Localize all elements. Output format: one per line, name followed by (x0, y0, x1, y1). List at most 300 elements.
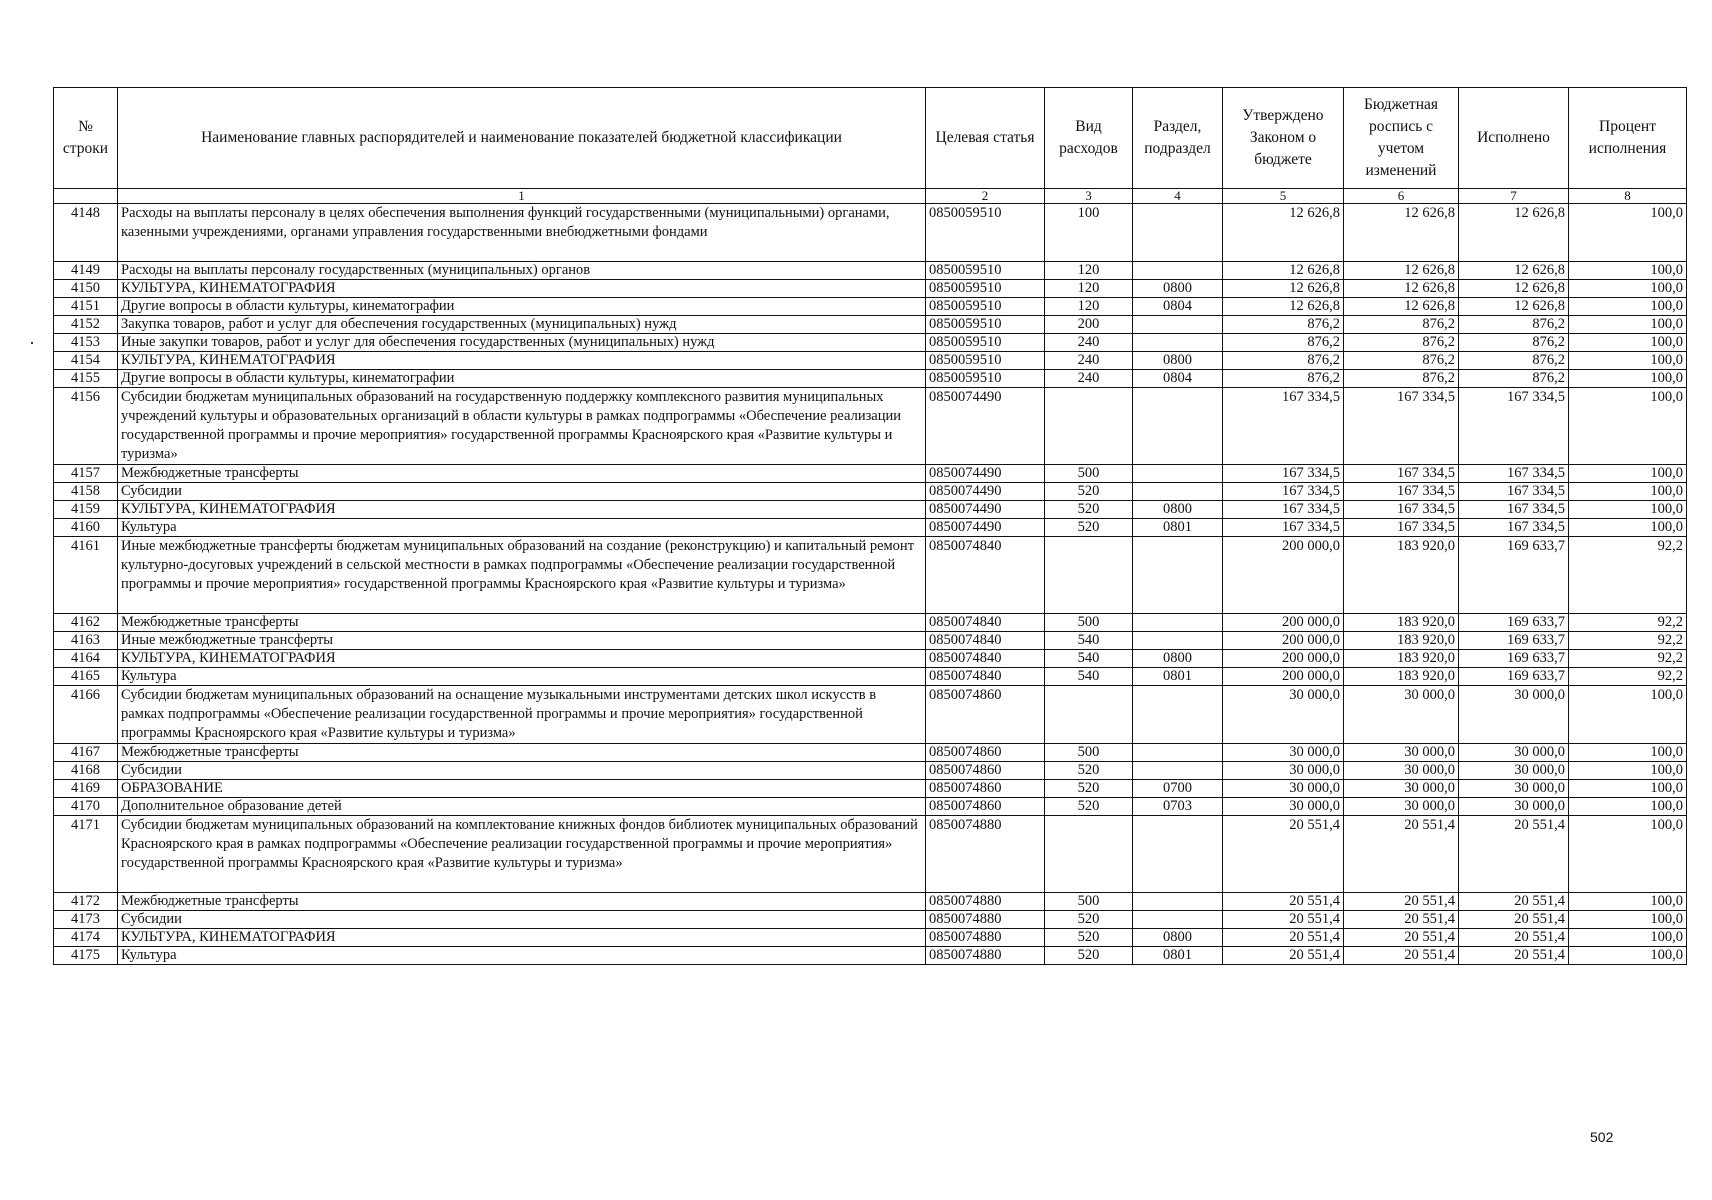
section-cell: 0801 (1133, 519, 1223, 537)
row-number-cell: 4158 (54, 483, 118, 501)
target-article-cell: 0850074880 (926, 911, 1045, 929)
target-article-cell: 0850074840 (926, 650, 1045, 668)
header-planned: Бюджетная роспись с учетом изменений (1344, 88, 1459, 189)
indicator-name-cell: Межбюджетные трансферты (118, 465, 926, 483)
indicator-name-cell: Субсидии (118, 483, 926, 501)
approved-amount-cell: 200 000,0 (1223, 668, 1344, 686)
indicator-name-cell: Иные межбюджетные трансферты (118, 632, 926, 650)
table-row (54, 204, 1687, 262)
indicator-name-cell: Дополнительное образование детей (118, 798, 926, 816)
executed-amount-cell: 169 633,7 (1459, 632, 1569, 650)
indicator-name-cell: Субсидии бюджетам муниципальных образований на комплектование книжных фондов библиотек муниципальных образований Красноярского края в рамках подпрограммы «Обеспечение реализации государственной программы и прочие мероприятия» государственной программы Красноярского края «Развитие культуры и туризма» (118, 816, 926, 893)
executed-amount-cell: 169 633,7 (1459, 537, 1569, 614)
executed-amount-cell: 20 551,4 (1459, 816, 1569, 893)
indicator-name-cell: Культура (118, 947, 926, 965)
approved-amount-cell: 30 000,0 (1223, 744, 1344, 762)
percent-cell: 100,0 (1569, 483, 1687, 501)
executed-amount-cell: 876,2 (1459, 334, 1569, 352)
percent-cell: 92,2 (1569, 632, 1687, 650)
planned-amount-cell: 183 920,0 (1344, 668, 1459, 686)
header-executed: Исполнено (1459, 88, 1569, 189)
target-article-cell: 0850059510 (926, 262, 1045, 280)
table-row (54, 280, 1687, 298)
header-approved: Утверждено Законом о бюджете (1223, 88, 1344, 189)
percent-cell: 100,0 (1569, 798, 1687, 816)
target-article-cell: 0850059510 (926, 334, 1045, 352)
planned-amount-cell: 20 551,4 (1344, 816, 1459, 893)
row-number-cell: 4173 (54, 911, 118, 929)
table-row (54, 501, 1687, 519)
row-number-cell: 4159 (54, 501, 118, 519)
expense-kind-cell: 520 (1045, 762, 1133, 780)
target-article-cell: 0850074880 (926, 947, 1045, 965)
table-row (54, 911, 1687, 929)
target-article-cell: 0850074840 (926, 614, 1045, 632)
indicator-name-cell: КУЛЬТУРА, КИНЕМАТОГРАФИЯ (118, 650, 926, 668)
planned-amount-cell: 167 334,5 (1344, 501, 1459, 519)
planned-amount-cell: 167 334,5 (1344, 483, 1459, 501)
section-cell (1133, 614, 1223, 632)
page-number: 502 (1590, 1129, 1614, 1145)
target-article-cell: 0850074880 (926, 929, 1045, 947)
section-cell: 0700 (1133, 780, 1223, 798)
expense-kind-cell: 120 (1045, 262, 1133, 280)
indicator-name-cell: Субсидии (118, 911, 926, 929)
executed-amount-cell: 167 334,5 (1459, 465, 1569, 483)
planned-amount-cell: 167 334,5 (1344, 388, 1459, 465)
percent-cell: 100,0 (1569, 204, 1687, 262)
percent-cell: 100,0 (1569, 501, 1687, 519)
column-number: 2 (926, 189, 1045, 204)
executed-amount-cell: 167 334,5 (1459, 519, 1569, 537)
table-row (54, 388, 1687, 465)
executed-amount-cell: 30 000,0 (1459, 686, 1569, 744)
approved-amount-cell: 876,2 (1223, 316, 1344, 334)
executed-amount-cell: 169 633,7 (1459, 614, 1569, 632)
planned-amount-cell: 876,2 (1344, 316, 1459, 334)
table-row (54, 780, 1687, 798)
approved-amount-cell: 167 334,5 (1223, 501, 1344, 519)
expense-kind-cell: 520 (1045, 519, 1133, 537)
approved-amount-cell: 20 551,4 (1223, 947, 1344, 965)
header-percent: Процент исполнения (1569, 88, 1687, 189)
indicator-name-cell: КУЛЬТУРА, КИНЕМАТОГРАФИЯ (118, 352, 926, 370)
percent-cell: 100,0 (1569, 947, 1687, 965)
planned-amount-cell: 20 551,4 (1344, 947, 1459, 965)
row-number-cell: 4152 (54, 316, 118, 334)
target-article-cell: 0850074880 (926, 893, 1045, 911)
row-number-cell: 4174 (54, 929, 118, 947)
expense-kind-cell: 500 (1045, 614, 1133, 632)
approved-amount-cell: 200 000,0 (1223, 632, 1344, 650)
table-body (54, 204, 1687, 965)
target-article-cell: 0850074840 (926, 668, 1045, 686)
indicator-name-cell: Иные межбюджетные трансферты бюджетам муниципальных образований на создание (реконструкцию) и капитальный ремонт культурно-досуговых учреждений в сельской местности в рамках подпрограммы «Обеспечение реализации государственной программы и прочие мероприятия» государственной программы Красноярского края «Развитие культуры и туризма» (118, 537, 926, 614)
section-cell (1133, 762, 1223, 780)
percent-cell: 100,0 (1569, 316, 1687, 334)
approved-amount-cell: 200 000,0 (1223, 614, 1344, 632)
percent-cell: 100,0 (1569, 298, 1687, 316)
section-cell: 0703 (1133, 798, 1223, 816)
indicator-name-cell: Расходы на выплаты персоналу государственных (муниципальных) органов (118, 262, 926, 280)
table-row (54, 816, 1687, 893)
planned-amount-cell: 12 626,8 (1344, 298, 1459, 316)
indicator-name-cell: Закупка товаров, работ и услуг для обеспечения государственных (муниципальных) нужд (118, 316, 926, 334)
planned-amount-cell: 876,2 (1344, 370, 1459, 388)
planned-amount-cell: 30 000,0 (1344, 798, 1459, 816)
indicator-name-cell: Межбюджетные трансферты (118, 893, 926, 911)
executed-amount-cell: 12 626,8 (1459, 298, 1569, 316)
expense-kind-cell: 240 (1045, 334, 1133, 352)
row-number-cell: 4161 (54, 537, 118, 614)
table-row (54, 537, 1687, 614)
percent-cell: 92,2 (1569, 537, 1687, 614)
approved-amount-cell: 12 626,8 (1223, 280, 1344, 298)
section-cell (1133, 262, 1223, 280)
percent-cell: 100,0 (1569, 780, 1687, 798)
section-cell: 0800 (1133, 352, 1223, 370)
column-number: 8 (1569, 189, 1687, 204)
percent-cell: 100,0 (1569, 744, 1687, 762)
expense-kind-cell: 520 (1045, 780, 1133, 798)
indicator-name-cell: Субсидии бюджетам муниципальных образований на государственную поддержку комплексного развития муниципальных учреждений культуры и образовательных организаций в области культуры в рамках подпрограммы «Обеспечение реализации государственной программы и прочие мероприятия» государственной программы Красноярского края «Развитие культуры и туризма» (118, 388, 926, 465)
row-number-cell: 4171 (54, 816, 118, 893)
scan-speck (31, 342, 33, 344)
planned-amount-cell: 30 000,0 (1344, 744, 1459, 762)
header-section: Раздел, подраздел (1133, 88, 1223, 189)
section-cell (1133, 911, 1223, 929)
row-number-cell: 4164 (54, 650, 118, 668)
target-article-cell: 0850059510 (926, 370, 1045, 388)
percent-cell: 100,0 (1569, 816, 1687, 893)
expense-kind-cell: 240 (1045, 370, 1133, 388)
row-number-cell: 4149 (54, 262, 118, 280)
executed-amount-cell: 30 000,0 (1459, 744, 1569, 762)
expense-kind-cell (1045, 537, 1133, 614)
section-cell (1133, 537, 1223, 614)
expense-kind-cell: 520 (1045, 911, 1133, 929)
row-number-cell: 4163 (54, 632, 118, 650)
planned-amount-cell: 20 551,4 (1344, 929, 1459, 947)
expense-kind-cell: 200 (1045, 316, 1133, 334)
approved-amount-cell: 20 551,4 (1223, 893, 1344, 911)
approved-amount-cell: 167 334,5 (1223, 465, 1344, 483)
expense-kind-cell (1045, 388, 1133, 465)
expense-kind-cell: 520 (1045, 483, 1133, 501)
executed-amount-cell: 876,2 (1459, 370, 1569, 388)
executed-amount-cell: 20 551,4 (1459, 893, 1569, 911)
approved-amount-cell: 876,2 (1223, 352, 1344, 370)
indicator-name-cell: Культура (118, 668, 926, 686)
indicator-name-cell: Другие вопросы в области культуры, кинематографии (118, 298, 926, 316)
target-article-cell: 0850074860 (926, 686, 1045, 744)
row-number-cell: 4150 (54, 280, 118, 298)
indicator-name-cell: Иные закупки товаров, работ и услуг для обеспечения государственных (муниципальных) нужд (118, 334, 926, 352)
row-number-cell: 4165 (54, 668, 118, 686)
executed-amount-cell: 12 626,8 (1459, 280, 1569, 298)
section-cell: 0800 (1133, 650, 1223, 668)
section-cell: 0801 (1133, 668, 1223, 686)
expense-kind-cell: 540 (1045, 650, 1133, 668)
section-cell: 0801 (1133, 947, 1223, 965)
header-target-article: Целевая статья (926, 88, 1045, 189)
header-name: Наименование главных распорядителей и наименование показателей бюджетной классификации (118, 88, 926, 189)
row-number-cell: 4162 (54, 614, 118, 632)
expense-kind-cell: 100 (1045, 204, 1133, 262)
planned-amount-cell: 167 334,5 (1344, 465, 1459, 483)
row-number-cell: 4153 (54, 334, 118, 352)
section-cell: 0804 (1133, 298, 1223, 316)
section-cell (1133, 893, 1223, 911)
section-cell: 0800 (1133, 501, 1223, 519)
executed-amount-cell: 12 626,8 (1459, 262, 1569, 280)
planned-amount-cell: 20 551,4 (1344, 893, 1459, 911)
expense-kind-cell: 520 (1045, 947, 1133, 965)
table-row (54, 798, 1687, 816)
target-article-cell: 0850074490 (926, 519, 1045, 537)
section-cell (1133, 686, 1223, 744)
table-row (54, 893, 1687, 911)
approved-amount-cell: 20 551,4 (1223, 929, 1344, 947)
row-number-cell: 4154 (54, 352, 118, 370)
column-number: 6 (1344, 189, 1459, 204)
expense-kind-cell: 540 (1045, 668, 1133, 686)
column-number: 7 (1459, 189, 1569, 204)
approved-amount-cell: 876,2 (1223, 334, 1344, 352)
target-article-cell: 0850074490 (926, 388, 1045, 465)
planned-amount-cell: 183 920,0 (1344, 537, 1459, 614)
target-article-cell: 0850074880 (926, 816, 1045, 893)
target-article-cell: 0850059510 (926, 316, 1045, 334)
table-row (54, 352, 1687, 370)
table-row (54, 483, 1687, 501)
executed-amount-cell: 20 551,4 (1459, 929, 1569, 947)
expense-kind-cell: 120 (1045, 298, 1133, 316)
row-number-cell: 4166 (54, 686, 118, 744)
table-row (54, 668, 1687, 686)
target-article-cell: 0850074490 (926, 465, 1045, 483)
planned-amount-cell: 30 000,0 (1344, 686, 1459, 744)
percent-cell: 100,0 (1569, 929, 1687, 947)
approved-amount-cell: 20 551,4 (1223, 816, 1344, 893)
column-number: 1 (118, 189, 926, 204)
table-row (54, 744, 1687, 762)
approved-amount-cell: 20 551,4 (1223, 911, 1344, 929)
percent-cell: 100,0 (1569, 893, 1687, 911)
table-row (54, 519, 1687, 537)
percent-cell: 100,0 (1569, 519, 1687, 537)
column-number-row (54, 189, 1687, 204)
row-number-cell: 4157 (54, 465, 118, 483)
header-expense-kind: Вид расходов (1045, 88, 1133, 189)
percent-cell: 100,0 (1569, 762, 1687, 780)
percent-cell: 100,0 (1569, 686, 1687, 744)
target-article-cell: 0850059510 (926, 298, 1045, 316)
expense-kind-cell: 240 (1045, 352, 1133, 370)
column-number: 3 (1045, 189, 1133, 204)
section-cell: 0800 (1133, 280, 1223, 298)
approved-amount-cell: 12 626,8 (1223, 298, 1344, 316)
percent-cell: 100,0 (1569, 388, 1687, 465)
approved-amount-cell: 876,2 (1223, 370, 1344, 388)
indicator-name-cell: Культура (118, 519, 926, 537)
section-cell: 0804 (1133, 370, 1223, 388)
target-article-cell: 0850074840 (926, 537, 1045, 614)
target-article-cell: 0850074490 (926, 483, 1045, 501)
target-article-cell: 0850059510 (926, 204, 1045, 262)
expense-kind-cell: 500 (1045, 744, 1133, 762)
indicator-name-cell: Субсидии бюджетам муниципальных образований на оснащение музыкальными инструментами детских школ искусств в рамках подпрограммы «Обеспечение реализации государственной программы и прочие мероприятия» государственной программы Красноярского края «Развитие культуры и туризма» (118, 686, 926, 744)
table-row (54, 465, 1687, 483)
section-cell (1133, 465, 1223, 483)
row-number-cell: 4168 (54, 762, 118, 780)
approved-amount-cell: 167 334,5 (1223, 388, 1344, 465)
row-number-cell: 4167 (54, 744, 118, 762)
indicator-name-cell: КУЛЬТУРА, КИНЕМАТОГРАФИЯ (118, 280, 926, 298)
table-row (54, 316, 1687, 334)
row-number-cell: 4170 (54, 798, 118, 816)
table-row (54, 334, 1687, 352)
approved-amount-cell: 30 000,0 (1223, 686, 1344, 744)
section-cell (1133, 316, 1223, 334)
approved-amount-cell: 30 000,0 (1223, 762, 1344, 780)
percent-cell: 100,0 (1569, 911, 1687, 929)
planned-amount-cell: 167 334,5 (1344, 519, 1459, 537)
section-cell (1133, 632, 1223, 650)
table-row (54, 632, 1687, 650)
section-cell (1133, 483, 1223, 501)
approved-amount-cell: 30 000,0 (1223, 780, 1344, 798)
target-article-cell: 0850074860 (926, 744, 1045, 762)
planned-amount-cell: 876,2 (1344, 352, 1459, 370)
expense-kind-cell: 520 (1045, 929, 1133, 947)
planned-amount-cell: 12 626,8 (1344, 280, 1459, 298)
indicator-name-cell: ОБРАЗОВАНИЕ (118, 780, 926, 798)
expense-kind-cell: 520 (1045, 501, 1133, 519)
executed-amount-cell: 20 551,4 (1459, 947, 1569, 965)
table-row (54, 298, 1687, 316)
planned-amount-cell: 12 626,8 (1344, 204, 1459, 262)
row-number-cell: 4155 (54, 370, 118, 388)
section-cell (1133, 204, 1223, 262)
percent-cell: 100,0 (1569, 334, 1687, 352)
row-number-cell: 4175 (54, 947, 118, 965)
target-article-cell: 0850059510 (926, 352, 1045, 370)
table-row (54, 762, 1687, 780)
executed-amount-cell: 12 626,8 (1459, 204, 1569, 262)
table-row (54, 929, 1687, 947)
expense-kind-cell: 120 (1045, 280, 1133, 298)
indicator-name-cell: Межбюджетные трансферты (118, 744, 926, 762)
executed-amount-cell: 169 633,7 (1459, 668, 1569, 686)
budget-execution-table (53, 87, 1687, 965)
planned-amount-cell: 20 551,4 (1344, 911, 1459, 929)
percent-cell: 92,2 (1569, 614, 1687, 632)
executed-amount-cell: 167 334,5 (1459, 483, 1569, 501)
table-row (54, 370, 1687, 388)
approved-amount-cell: 200 000,0 (1223, 650, 1344, 668)
percent-cell: 100,0 (1569, 370, 1687, 388)
section-cell (1133, 816, 1223, 893)
executed-amount-cell: 30 000,0 (1459, 762, 1569, 780)
expense-kind-cell: 540 (1045, 632, 1133, 650)
approved-amount-cell: 12 626,8 (1223, 204, 1344, 262)
executed-amount-cell: 167 334,5 (1459, 501, 1569, 519)
indicator-name-cell: Межбюджетные трансферты (118, 614, 926, 632)
indicator-name-cell: Расходы на выплаты персоналу в целях обеспечения выполнения функций государственными (муниципальными) органами, казенными учреждениями, органами управления государственными внебюджетными фондами (118, 204, 926, 262)
column-number: 5 (1223, 189, 1344, 204)
executed-amount-cell: 876,2 (1459, 352, 1569, 370)
executed-amount-cell: 30 000,0 (1459, 798, 1569, 816)
indicator-name-cell: Другие вопросы в области культуры, кинематографии (118, 370, 926, 388)
column-number: 4 (1133, 189, 1223, 204)
percent-cell: 92,2 (1569, 668, 1687, 686)
percent-cell: 100,0 (1569, 352, 1687, 370)
expense-kind-cell (1045, 686, 1133, 744)
target-article-cell: 0850074860 (926, 798, 1045, 816)
planned-amount-cell: 876,2 (1344, 334, 1459, 352)
target-article-cell: 0850074490 (926, 501, 1045, 519)
executed-amount-cell: 20 551,4 (1459, 911, 1569, 929)
section-cell (1133, 744, 1223, 762)
planned-amount-cell: 30 000,0 (1344, 762, 1459, 780)
planned-amount-cell: 183 920,0 (1344, 614, 1459, 632)
target-article-cell: 0850059510 (926, 280, 1045, 298)
approved-amount-cell: 167 334,5 (1223, 519, 1344, 537)
expense-kind-cell: 500 (1045, 893, 1133, 911)
table-row (54, 262, 1687, 280)
indicator-name-cell: КУЛЬТУРА, КИНЕМАТОГРАФИЯ (118, 501, 926, 519)
table-row (54, 614, 1687, 632)
row-number-cell: 4172 (54, 893, 118, 911)
indicator-name-cell: КУЛЬТУРА, КИНЕМАТОГРАФИЯ (118, 929, 926, 947)
row-number-cell: 4151 (54, 298, 118, 316)
target-article-cell: 0850074840 (926, 632, 1045, 650)
target-article-cell: 0850074860 (926, 762, 1045, 780)
row-number-cell: 4169 (54, 780, 118, 798)
target-article-cell: 0850074860 (926, 780, 1045, 798)
executed-amount-cell: 876,2 (1459, 316, 1569, 334)
percent-cell: 100,0 (1569, 262, 1687, 280)
executed-amount-cell: 167 334,5 (1459, 388, 1569, 465)
approved-amount-cell: 167 334,5 (1223, 483, 1344, 501)
row-number-cell: 4160 (54, 519, 118, 537)
percent-cell: 100,0 (1569, 280, 1687, 298)
executed-amount-cell: 30 000,0 (1459, 780, 1569, 798)
planned-amount-cell: 183 920,0 (1344, 650, 1459, 668)
executed-amount-cell: 169 633,7 (1459, 650, 1569, 668)
expense-kind-cell: 500 (1045, 465, 1133, 483)
approved-amount-cell: 12 626,8 (1223, 262, 1344, 280)
table-row (54, 650, 1687, 668)
approved-amount-cell: 200 000,0 (1223, 537, 1344, 614)
section-cell (1133, 334, 1223, 352)
approved-amount-cell: 30 000,0 (1223, 798, 1344, 816)
column-number-blank (54, 189, 118, 204)
row-number-cell: 4156 (54, 388, 118, 465)
expense-kind-cell (1045, 816, 1133, 893)
table-row (54, 686, 1687, 744)
indicator-name-cell: Субсидии (118, 762, 926, 780)
percent-cell: 92,2 (1569, 650, 1687, 668)
table-row (54, 947, 1687, 965)
planned-amount-cell: 30 000,0 (1344, 780, 1459, 798)
planned-amount-cell: 12 626,8 (1344, 262, 1459, 280)
section-cell (1133, 388, 1223, 465)
planned-amount-cell: 183 920,0 (1344, 632, 1459, 650)
percent-cell: 100,0 (1569, 465, 1687, 483)
header-row (54, 88, 1687, 189)
